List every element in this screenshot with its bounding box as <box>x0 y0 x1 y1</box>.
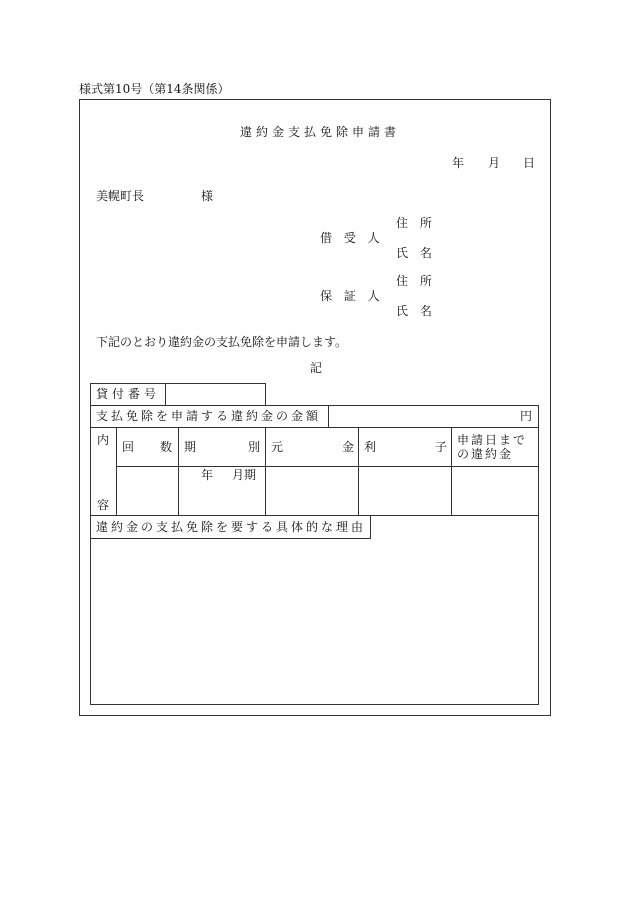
col-period-a: 期 <box>184 440 197 454</box>
statement-text: 下記のとおり違約金の支払免除を申請します。 <box>96 335 348 349</box>
amount-field[interactable] <box>328 405 539 428</box>
col-principal-b: 金 <box>342 440 355 454</box>
reason-area[interactable] <box>90 515 539 705</box>
borrower-label: 借 受 人 <box>320 231 384 245</box>
guarantor-label: 保 証 人 <box>320 289 384 303</box>
borrower-name-label: 氏 名 <box>396 246 436 260</box>
form-number: 様式第10号（第14条関係） <box>79 82 230 96</box>
addressee-name: 美幌町長 <box>96 189 145 203</box>
date-day: 日 <box>523 156 536 170</box>
col-principal-a: 元 <box>271 440 284 454</box>
col-interest-b: 子 <box>435 440 448 454</box>
amount-label: 支払免除を申請する違約金の金額 <box>96 409 322 423</box>
penalty-field[interactable] <box>452 467 538 515</box>
col-penalty-line2: の違約金 <box>457 447 514 461</box>
addressee-honorific: 様 <box>201 189 214 203</box>
reason-label: 違約金の支払免除を要する具体的な理由 <box>96 520 367 534</box>
contents-label-top: 内 <box>97 433 110 447</box>
date-month: 月 <box>488 156 501 170</box>
period-month-label: 月期 <box>232 468 257 482</box>
col-interest-a: 利 <box>364 440 377 454</box>
principal-field[interactable] <box>266 467 357 515</box>
yen-unit: 円 <box>520 409 533 423</box>
period-year-label: 年 <box>201 468 214 482</box>
borrower-address-label: 住 所 <box>396 216 436 230</box>
contents-label-bottom: 容 <box>97 498 110 512</box>
loan-number-label: 貸付番号 <box>96 387 161 401</box>
loan-number-field[interactable] <box>165 383 266 406</box>
contents-col-divider-2 <box>178 427 179 516</box>
guarantor-name-label: 氏 名 <box>396 304 436 318</box>
col-period-b: 別 <box>248 440 261 454</box>
date-year: 年 <box>452 156 465 170</box>
ki-mark: 記 <box>310 361 323 375</box>
col-times-b: 数 <box>160 440 173 454</box>
form-title: 違約金支払免除申請書 <box>240 125 401 139</box>
interest-field[interactable] <box>359 467 450 515</box>
col-penalty-line1: 申請日まで <box>457 433 528 447</box>
times-field[interactable] <box>117 467 177 515</box>
col-times-a: 回 <box>122 440 135 454</box>
guarantor-address-label: 住 所 <box>396 274 436 288</box>
